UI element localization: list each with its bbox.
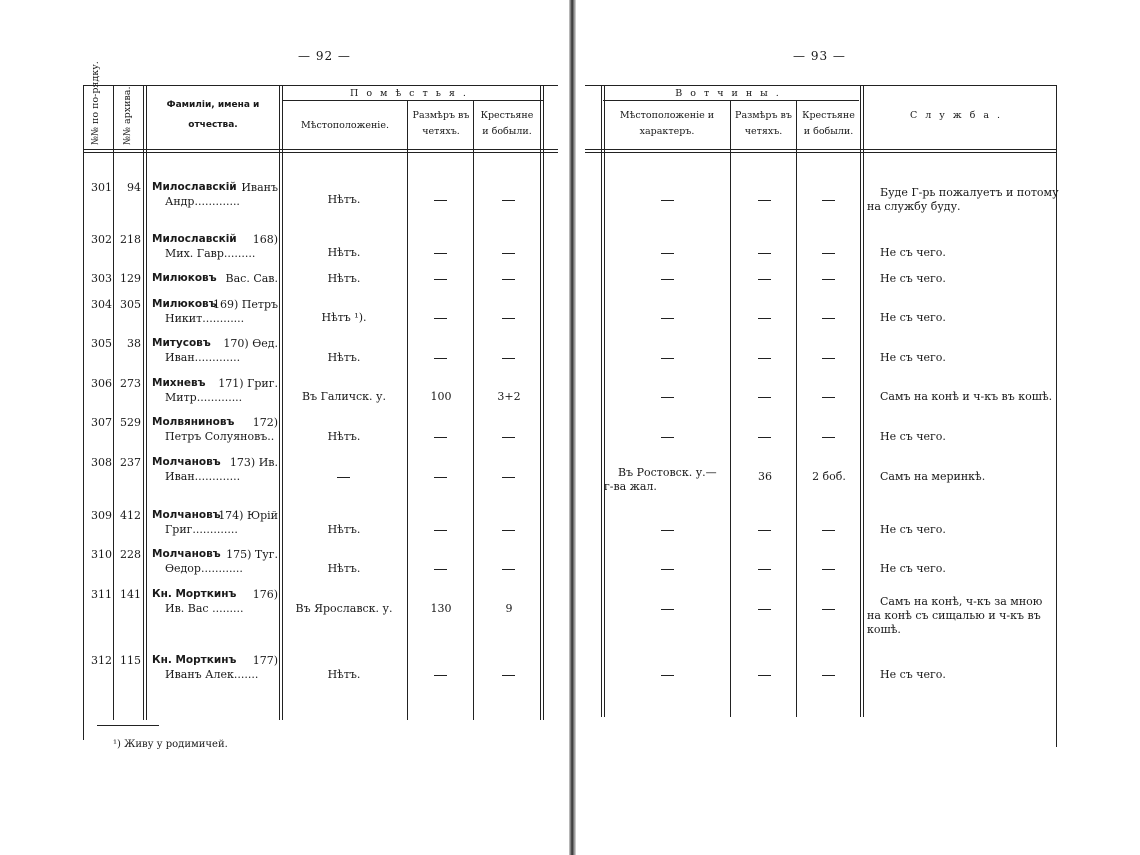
service-text: Не съ чего. xyxy=(880,351,946,364)
header-peasants-1: Крестьяне xyxy=(480,110,534,121)
size-dash xyxy=(434,318,447,319)
location: Нѣтъ. xyxy=(327,351,361,364)
location: Въ Галичск. у. xyxy=(301,390,386,403)
name-line-2: Мих. Гавр......... xyxy=(165,247,256,260)
archive-number: 141 xyxy=(120,588,141,601)
archive-number: 305 xyxy=(120,298,141,311)
col-border xyxy=(730,100,731,717)
size-dash xyxy=(434,200,447,201)
col-border xyxy=(83,85,84,740)
name-rest: 176) xyxy=(252,588,278,601)
surname: Кн. Морткинъ xyxy=(152,588,237,600)
right-page xyxy=(575,0,1140,855)
service-text: на конѣ съ сищалью и ч-къ въ xyxy=(867,609,1041,622)
header-peasants-2: и бобыли. xyxy=(803,126,854,137)
col-border xyxy=(860,85,864,717)
surname: Молчановъ xyxy=(152,548,221,560)
service-text: Самъ на конѣ, ч-къ за мною xyxy=(880,595,1043,608)
archive-number: 273 xyxy=(120,377,141,390)
votchina-peasants-dash xyxy=(822,437,835,438)
header-size-1: Размѣръ въ xyxy=(735,110,792,121)
row-number: 306 xyxy=(91,377,112,390)
location: Въ Ярославск. у. xyxy=(295,602,393,615)
page-number-left: — 92 — xyxy=(298,49,351,63)
header-name-1: Фамиліи, имена и xyxy=(166,100,260,110)
row-number: 310 xyxy=(91,548,112,561)
header-peasants-1: Крестьяне xyxy=(802,110,855,121)
name-line-2: Никит............ xyxy=(165,312,245,325)
votchina-peasants-dash xyxy=(822,253,835,254)
peasants-dash xyxy=(502,279,515,280)
votchina-peasants: 2 боб. xyxy=(812,470,846,483)
votchina-location-dash xyxy=(661,279,674,280)
votchina-location: Въ Ростовск. у.— xyxy=(618,466,717,479)
header-size-2: четяхъ. xyxy=(422,126,460,137)
col-border xyxy=(601,85,605,717)
name-rest: 170) Ѳед. xyxy=(223,337,278,350)
archive-number: 529 xyxy=(120,416,141,429)
votchina-size-dash xyxy=(758,675,771,676)
size-dash xyxy=(434,437,447,438)
archive-number: 218 xyxy=(120,233,141,246)
peasants-dash xyxy=(502,437,515,438)
service-text: Самъ на меринкѣ. xyxy=(880,470,986,483)
votchina-size-dash xyxy=(758,279,771,280)
surname: Милославскій xyxy=(152,181,237,193)
surname: Митусовъ xyxy=(152,337,211,349)
votchina-peasants-dash xyxy=(822,279,835,280)
archive-number: 228 xyxy=(120,548,141,561)
votchina-size-dash xyxy=(758,609,771,610)
peasants: 9 xyxy=(505,602,513,615)
peasants: 3+2 xyxy=(497,390,521,403)
votchina-size-dash xyxy=(758,397,771,398)
service-text: Не съ чего. xyxy=(880,668,946,681)
page-number-right: — 93 — xyxy=(793,49,846,63)
archive-number: 237 xyxy=(120,456,141,469)
votchina-peasants-dash xyxy=(822,675,835,676)
peasants-dash xyxy=(502,675,515,676)
peasants-dash xyxy=(502,253,515,254)
votchina-location-dash xyxy=(661,437,674,438)
votchina-location-dash xyxy=(661,318,674,319)
col-border xyxy=(407,100,408,720)
name-rest: 175) Туг. xyxy=(226,548,278,561)
service-text: Не съ чего. xyxy=(880,562,946,575)
row-number: 304 xyxy=(91,298,112,311)
votchina-peasants-dash xyxy=(822,609,835,610)
name-line-2: Ѳедор............ xyxy=(165,562,243,575)
row-number: 302 xyxy=(91,233,112,246)
votchina-peasants-dash xyxy=(822,200,835,201)
votchina-location-dash xyxy=(661,397,674,398)
archive-number: 94 xyxy=(127,181,141,194)
header-location-2: характеръ. xyxy=(639,126,695,137)
service-text: Самъ на конѣ и ч-къ въ кошѣ. xyxy=(880,390,1053,403)
surname: Милюковъ xyxy=(152,272,217,284)
footnote: ¹) Живу у родимичей. xyxy=(113,739,228,750)
votchina-peasants-dash xyxy=(822,569,835,570)
location: Нѣтъ. xyxy=(327,272,361,285)
header-peasants-2: и бобыли. xyxy=(482,126,532,137)
row-number: 309 xyxy=(91,509,112,522)
size: 130 xyxy=(430,602,452,615)
votchina-size-dash xyxy=(758,530,771,531)
header-archive-number: №№ архива. xyxy=(122,86,133,145)
row-number: 312 xyxy=(91,654,112,667)
archive-number: 38 xyxy=(127,337,141,350)
location: Нѣтъ. xyxy=(327,523,361,536)
surname: Милославскій xyxy=(152,233,237,245)
col-border xyxy=(113,85,114,720)
location-dash xyxy=(337,477,350,478)
votchina-size-dash xyxy=(758,200,771,201)
service-text: на службу буду. xyxy=(867,200,961,213)
size-dash xyxy=(434,530,447,531)
name-rest: 173) Ив. xyxy=(229,456,278,469)
name-rest: 177) xyxy=(252,654,278,667)
peasants-dash xyxy=(502,318,515,319)
votchina-size-dash xyxy=(758,437,771,438)
peasants-dash xyxy=(502,358,515,359)
name-rest: 168) xyxy=(252,233,278,246)
row-number: 307 xyxy=(91,416,112,429)
location: Нѣтъ. xyxy=(327,562,361,575)
archive-number: 115 xyxy=(120,654,141,667)
votchina-location-2: г-ва жал. xyxy=(604,480,657,493)
name-line-2: Петръ Солуяновъ.. xyxy=(165,430,275,443)
header-pomestya: Помѣстья. xyxy=(350,88,474,99)
header-location-1: Мѣстоположеніе и xyxy=(619,110,715,121)
header-row-number: №№ по по-рядку. xyxy=(90,61,101,145)
votchina-peasants-dash xyxy=(822,530,835,531)
votchina-size-dash xyxy=(758,569,771,570)
surname: Молчановъ xyxy=(152,456,221,468)
surname: Михневъ xyxy=(152,377,206,389)
col-border xyxy=(1056,85,1057,747)
votchina-location-dash xyxy=(661,200,674,201)
size-dash xyxy=(434,675,447,676)
col-border xyxy=(143,85,147,720)
row-number: 303 xyxy=(91,272,112,285)
location: Нѣтъ. xyxy=(327,193,361,206)
votchina-peasants-dash xyxy=(822,397,835,398)
row-number: 305 xyxy=(91,337,112,350)
surname: Милюковъ xyxy=(152,298,217,310)
row-number: 311 xyxy=(91,588,112,601)
service-text: Не съ чего. xyxy=(880,523,946,536)
peasants-dash xyxy=(502,530,515,531)
location: Нѣтъ. xyxy=(327,246,361,259)
votchina-size-dash xyxy=(758,253,771,254)
header-service: Служба. xyxy=(909,110,1009,121)
name-line-2: Андр............. xyxy=(165,195,240,208)
location: Нѣтъ. xyxy=(327,668,361,681)
votchina-size-dash xyxy=(758,358,771,359)
votchina-size: 36 xyxy=(758,470,772,483)
name-line-2: Иван............. xyxy=(165,351,241,364)
footnote-rule xyxy=(97,725,159,726)
name-rest: 169) Петръ xyxy=(212,298,278,311)
name-line-2: Митр............. xyxy=(165,391,243,404)
peasants-dash xyxy=(502,477,515,478)
service-text: кошѣ. xyxy=(867,623,901,636)
name-rest: 171) Григ. xyxy=(218,377,278,390)
col-border xyxy=(279,85,283,720)
name-rest: 174) Юрій xyxy=(218,509,278,522)
votchina-peasants-dash xyxy=(822,318,835,319)
votchina-size-dash xyxy=(758,318,771,319)
name-line-2: Иванъ Алек....... xyxy=(165,668,259,681)
service-text: Не съ чего. xyxy=(880,311,946,324)
peasants-dash xyxy=(502,569,515,570)
name-line-2: Иван............. xyxy=(165,470,241,483)
header-votchiny: Вотчины. xyxy=(675,88,787,99)
header-size-1: Размѣръ въ xyxy=(412,110,470,121)
votchina-location-dash xyxy=(661,253,674,254)
archive-number: 129 xyxy=(120,272,141,285)
name-rest: Вас. Сав. xyxy=(225,272,278,285)
name-rest: 172) xyxy=(252,416,278,429)
surname: Молвяниновъ xyxy=(152,416,235,428)
service-text: Не съ чего. xyxy=(880,246,946,259)
header-location: Мѣстоположеніе. xyxy=(301,120,389,131)
votchina-location-dash xyxy=(661,569,674,570)
location: Нѣтъ ¹). xyxy=(321,311,367,324)
surname: Кн. Морткинъ xyxy=(152,654,237,666)
archive-number: 412 xyxy=(120,509,141,522)
header-size-2: четяхъ. xyxy=(744,126,783,137)
col-border xyxy=(473,100,474,720)
size-dash xyxy=(434,477,447,478)
header-bottom-rule xyxy=(585,149,1057,153)
header-bottom-rule xyxy=(83,149,558,153)
location: Нѣтъ. xyxy=(327,430,361,443)
name-line-2: Григ............. xyxy=(165,523,238,536)
surname: Молчановъ xyxy=(152,509,221,521)
size-dash xyxy=(434,253,447,254)
votchina-location-dash xyxy=(661,530,674,531)
service-text: Не съ чего. xyxy=(880,272,946,285)
votchina-location-dash xyxy=(661,609,674,610)
row-number: 308 xyxy=(91,456,112,469)
size-dash xyxy=(434,358,447,359)
header-name-2: отчества. xyxy=(188,120,238,130)
row-number: 301 xyxy=(91,181,112,194)
votchina-peasants-dash xyxy=(822,358,835,359)
votchina-location-dash xyxy=(661,358,674,359)
name-line-2: Ив. Вас ......... xyxy=(165,602,244,615)
name-rest: Иванъ xyxy=(241,181,278,194)
size-dash xyxy=(434,279,447,280)
size-dash xyxy=(434,569,447,570)
service-text: Буде Г-рь пожалуетъ и потому xyxy=(880,186,1059,199)
votchina-location-dash xyxy=(661,675,674,676)
size: 100 xyxy=(430,390,452,403)
service-text: Не съ чего. xyxy=(880,430,946,443)
peasants-dash xyxy=(502,200,515,201)
col-border xyxy=(796,100,797,717)
